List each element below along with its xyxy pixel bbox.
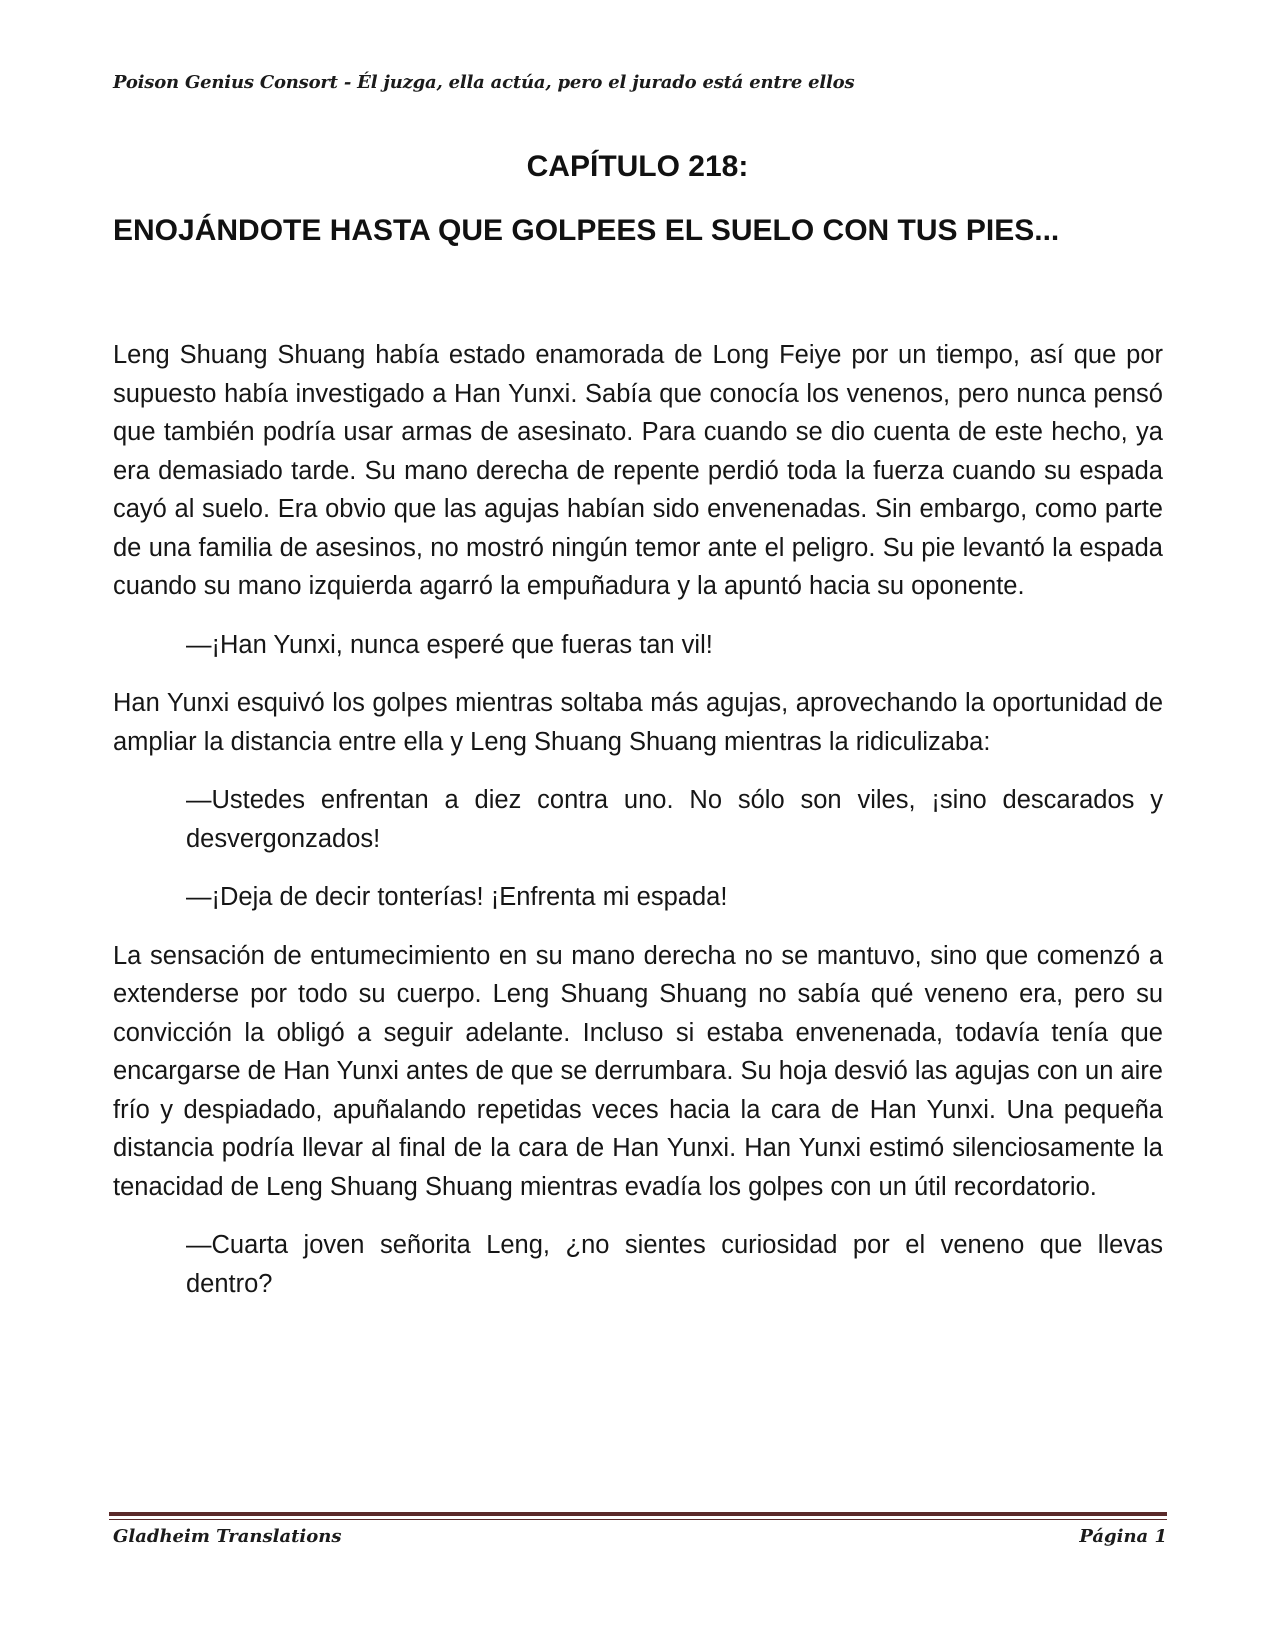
- dialogue-paragraph: —¡Deja de decir tonterías! ¡Enfrenta mi espada!: [186, 883, 728, 911]
- chapter-number: CAPÍTULO 218:: [526, 150, 749, 183]
- footer-publisher: Gladheim Translations: [113, 1526, 342, 1547]
- chapter-body: [113, 336, 1163, 1323]
- dialogue-paragraph: —Cuarta joven señorita Leng, ¿no sientes curiosidad por el veneno que llevas dentro?: [186, 1231, 1163, 1298]
- dialogue-paragraph: —Ustedes enfrentan a diez contra uno. No sólo son viles, ¡sino descarados y desvergonzados!: [186, 786, 1163, 853]
- running-header: Poison Genius Consort - Él juzga, ella actúa, pero el jurado está entre ellos: [113, 72, 855, 93]
- footer-divider-thin: [109, 1519, 1167, 1520]
- footer-page-number: Página 1: [1079, 1526, 1167, 1547]
- footer-divider-thick: [109, 1512, 1167, 1516]
- narration-paragraph: Leng Shuang Shuang había estado enamorada de Long Feiye por un tiempo, así que por supuesto había investigado a Han Yunxi. Sabía que conocía los venenos, pero nunca pensó que también podría usar armas de asesinato. Para cuando se dio cuenta de este hecho, ya era demasiado tarde. Su mano derecha de repente perdió toda la fuerza cuando su espada cayó al suelo. Era obvio que las agujas habían sido envenenadas. Sin embargo, como parte de una familia de asesinos, no mostró ningún temor ante el peligro. Su pie levantó la espada cuando su mano izquierda agarró la empuñadura y la apuntó hacia su oponente.: [113, 341, 1163, 600]
- narration-paragraph: La sensación de entumecimiento en su mano derecha no se mantuvo, sino que comenzó a extenderse por todo su cuerpo. Leng Shuang Shuang no sabía qué veneno era, pero su convicción la obligó a seguir adelante. Incluso si estaba envenenada, todavía tenía que encargarse de Han Yunxi antes de que se derrumbara. Su hoja desvió las agujas con un aire frío y despiadado, apuñalando repetidas veces hacia la cara de Han Yunxi. Una pequeña distancia podría llevar al final de la cara de Han Yunxi. Han Yunxi estimó silenciosamente la tenacidad de Leng Shuang Shuang mientras evadía los golpes con un útil recordatorio.: [113, 941, 1163, 1201]
- dialogue-paragraph: —¡Han Yunxi, nunca esperé que fueras tan vil!: [186, 630, 713, 659]
- narration-paragraph: Han Yunxi esquivó los golpes mientras soltaba más agujas, aprovechando la oportunidad de ampliar la distancia entre ella y Leng Shuang Shuang mientras la ridiculizaba:: [113, 689, 1163, 756]
- chapter-title: ENOJÁNDOTE HASTA QUE GOLPEES EL SUELO CON TUS PIES...: [113, 214, 1060, 247]
